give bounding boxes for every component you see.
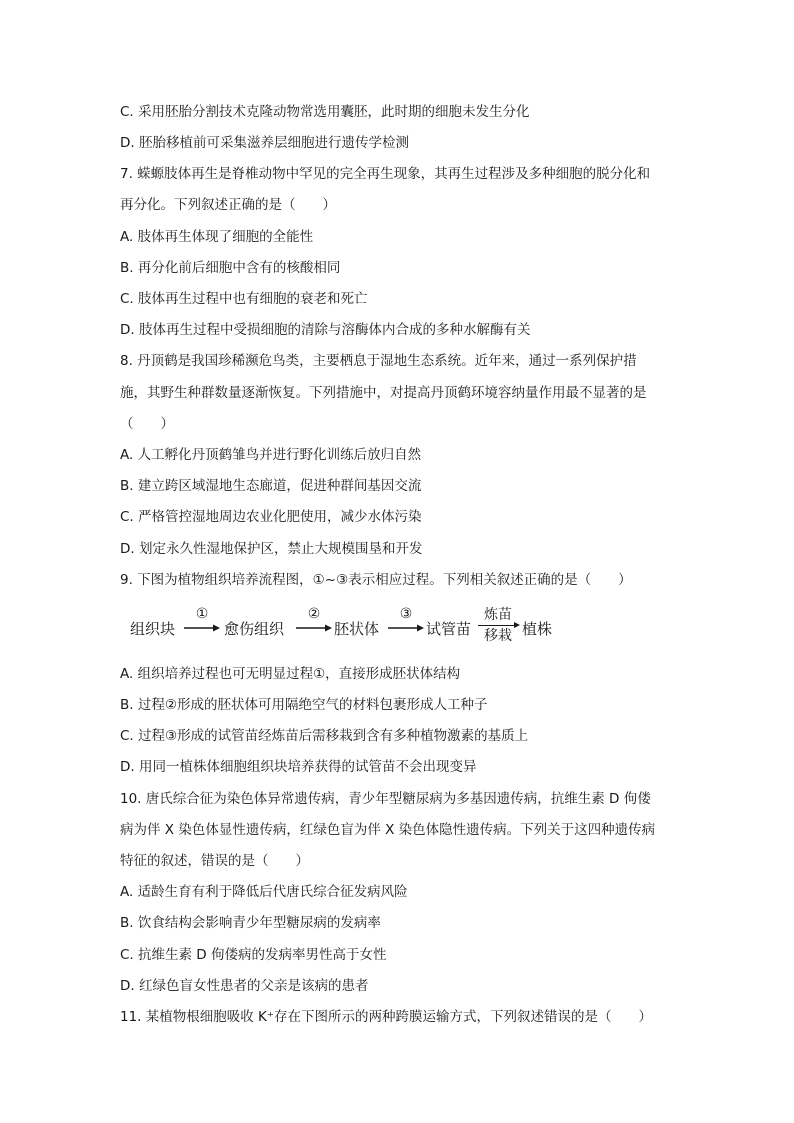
- arrow-right-icon: [478, 625, 518, 626]
- option-8d: D. 划定永久性湿地保护区，禁止大规模围垦和开发: [120, 541, 423, 557]
- question-7-stem-line2: 再分化。下列叙述正确的是（ ）: [120, 197, 336, 213]
- option-7a: A. 肢体再生体现了细胞的全能性: [120, 229, 314, 245]
- option-7d: D. 肢体再生过程中受损细胞的清除与溶酶体内合成的多种水解酶有关: [120, 322, 531, 338]
- question-10-stem-line2: 病为伴 X 染色体显性遗传病，红绿色盲为伴 X 染色体隐性遗传病。下列关于这四种遗传病: [120, 822, 656, 838]
- option-9d: D. 用同一植株体细胞组织块培养获得的试管苗不会出现变异: [120, 759, 477, 775]
- flow-arrow-step-2: [296, 606, 332, 642]
- flow-node-tissue-block: 组织块: [130, 620, 176, 638]
- question-10-stem-line1: 10. 唐氏综合征为染色体异常遗传病，青少年型糖尿病为多基因遗传病，抗维生素 D 佝偻: [120, 791, 651, 807]
- question-9-stem: 9. 下图为植物组织培养流程图，①~③表示相应过程。下列相关叙述正确的是（ ）: [120, 572, 632, 588]
- option-10b: B. 饮食结构会影响青少年型糖尿病的发病率: [120, 915, 381, 931]
- option-7b: B. 再分化前后细胞中含有的核酸相同: [120, 260, 341, 276]
- option-9b: B. 过程②形成的胚状体可用隔绝空气的材料包裹形成人工种子: [120, 697, 488, 713]
- question-8-stem-line3: （ ）: [120, 416, 174, 432]
- question-8-stem-line1: 8. 丹顶鹤是我国珍稀濒危鸟类，主要栖息于湿地生态系统。近年来，通过一系列保护措: [120, 353, 637, 369]
- option-8b: B. 建立跨区域湿地生态廊道，促进种群间基因交流: [120, 478, 422, 494]
- option-9a: A. 组织培养过程也可无明显过程①，直接形成胚状体结构: [120, 666, 461, 682]
- flow-arrow-step-3: [388, 606, 424, 642]
- question-10-stem-line3: 特征的叙述，错误的是（ ）: [120, 853, 309, 869]
- option-8a: A. 人工孵化丹顶鹤雏鸟并进行野化训练后放归自然: [120, 447, 422, 463]
- arrow-right-icon: [184, 624, 220, 632]
- flow-arrow-harden-transplant: [478, 606, 518, 645]
- step-3-label: ③: [399, 606, 413, 622]
- flow-node-callus: 愈伤组织: [224, 620, 285, 638]
- arrow-right-icon: [296, 624, 332, 632]
- option-9c: C. 过程③形成的试管苗经炼苗后需移栽到含有多种植物激素的基质上: [120, 728, 529, 744]
- option-6d: D. 胚胎移植前可采集滋养层细胞进行遗传学检测: [120, 135, 409, 151]
- harden-label: 炼苗: [484, 607, 512, 623]
- step-1-label: ①: [195, 606, 209, 622]
- option-10d: D. 红绿色盲女性患者的父亲是该病的患者: [120, 978, 369, 994]
- question-7-stem-line1: 7. 蝾螈肢体再生是脊椎动物中罕见的完全再生现象，其再生过程涉及多种细胞的脱分化和: [120, 166, 651, 182]
- question-8-stem-line2: 施，其野生种群数量逐渐恢复。下列措施中，对提高丹顶鹤环境容纳量作用最不显著的是: [120, 385, 647, 401]
- tissue-culture-flowchart: [130, 606, 570, 650]
- option-6c: C. 采用胚胎分割技术克隆动物常选用囊胚，此时期的细胞未发生分化: [120, 104, 530, 120]
- flow-arrow-step-1: [184, 606, 220, 642]
- step-2-label: ②: [307, 606, 321, 622]
- option-10c: C. 抗维生素 D 佝偻病的发病率男性高于女性: [120, 947, 387, 963]
- option-8c: C. 严格管控湿地周边农业化肥使用，减少水体污染: [120, 509, 422, 525]
- flow-node-plant: 植株: [522, 620, 553, 638]
- arrow-right-icon: [388, 624, 424, 632]
- question-11-stem: 11. 某植物根细胞吸收 K⁺存在下图所示的两种跨膜运输方式，下列叙述错误的是（ ）: [120, 1009, 653, 1025]
- transplant-label: 移栽: [484, 628, 512, 644]
- option-10a: A. 适龄生育有利于降低后代唐氏综合征发病风险: [120, 884, 408, 900]
- option-7c: C. 肢体再生过程中也有细胞的衰老和死亡: [120, 291, 368, 307]
- flow-node-test-tube-seedling: 试管苗: [426, 620, 472, 638]
- flow-node-embryoid: 胚状体: [334, 620, 380, 638]
